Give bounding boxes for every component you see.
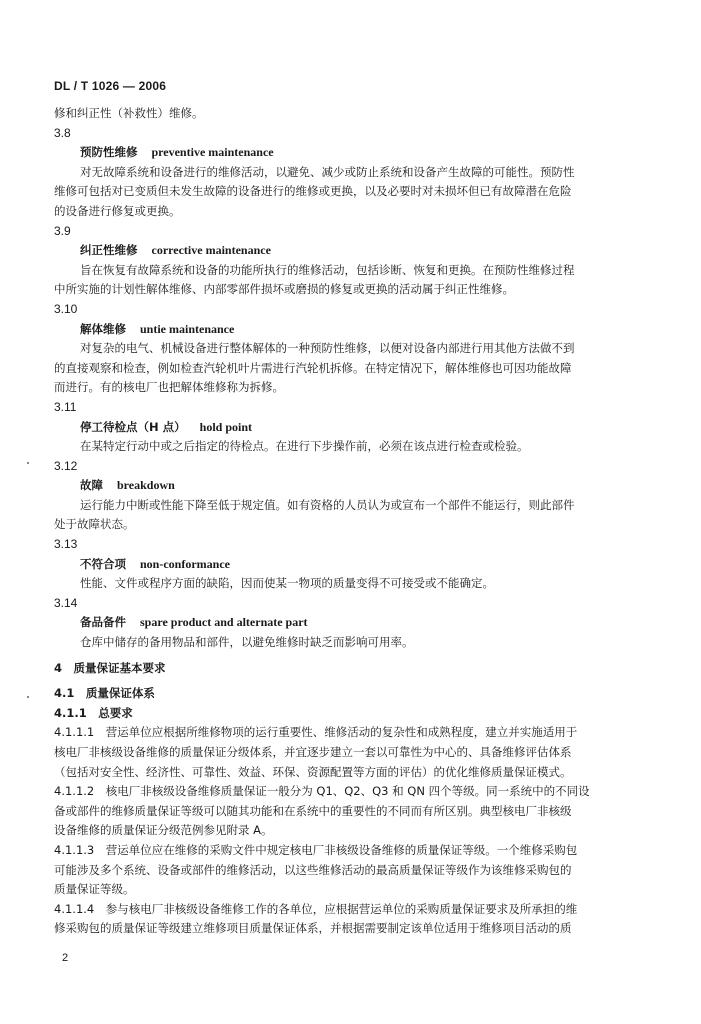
definition-line: 对无故障系统和设备进行的维修活动，以避免、减少或防止系统和设备产生故障的可能性。预防性 xyxy=(80,164,575,179)
standard-code-header: DL / T 1026 — 2006 xyxy=(54,79,167,93)
clause-number-3-9: 3.9 xyxy=(54,223,71,238)
definition-line: 中所实施的计划性解体维修、内部零部件损坏或磨损的修复或更换的活动属于纠正性维修。 xyxy=(54,282,514,297)
term-zh: 不符合项 xyxy=(80,556,126,571)
term-en: preventive maintenance xyxy=(151,145,274,160)
term-3-12 xyxy=(54,476,654,496)
term-3-8 xyxy=(54,143,654,163)
clause-4-1-1-4-line: 修采购包的质量保证等级建立维修项目质量保证体系，并根据需要制定该单位适用于维修项目活动的质 xyxy=(54,921,572,936)
continuation-line: 修和纠正性（补救性）维修。 xyxy=(54,106,204,120)
term-en: spare product and alternate part xyxy=(140,615,308,630)
term-zh: 故障 xyxy=(80,478,103,493)
term-zh: 备品备件 xyxy=(80,615,126,630)
page-body xyxy=(54,104,654,939)
clause-4-1-1-3-line: 4.1.1.3 营运单位应在维修的采购文件中规定核电厂非核级设备维修的质量保证等级。一个维修采购包 xyxy=(54,842,578,857)
clause-4-1-1-2-line: 备或部件的维修质量保证等级可以随其功能和在系统中的重要性的不同而有所区别。典型核电厂非核级 xyxy=(54,803,572,818)
term-en: corrective maintenance xyxy=(151,243,271,258)
definition-line: 仓库中储存的备用物品和部件，以避免维修时缺乏而影响可用率。 xyxy=(80,635,414,650)
scan-mark xyxy=(27,696,29,698)
clause-number-3-14: 3.14 xyxy=(54,595,78,610)
section-heading-4: 4 质量保证基本要求 xyxy=(54,660,166,675)
page-number: 2 xyxy=(62,952,69,964)
clause-number-3-10: 3.10 xyxy=(54,301,78,316)
term-zh: 纠正性维修 xyxy=(80,243,138,258)
definition-line: 的设备进行修复或更换。 xyxy=(54,203,181,218)
definition-line: 处于故障状态。 xyxy=(54,517,135,532)
clause-number-3-11: 3.11 xyxy=(54,399,77,414)
definition-line: 而进行。有的核电厂也把解体维修称为拆修。 xyxy=(54,380,284,395)
clause-4-1-1-2-line: 设备维修的质量保证分级范例参见附录 A。 xyxy=(54,823,273,838)
clause-number-3-12: 3.12 xyxy=(54,458,78,473)
term-3-14 xyxy=(54,613,654,633)
definition-line: 在某特定行动中或之后指定的待检点。在进行下步操作前，必须在该点进行检查或检验。 xyxy=(80,439,529,454)
term-3-11 xyxy=(54,418,654,438)
definition-line: 运行能力中断或性能下降至低于规定值。如有资格的人员认为或宣布一个部件不能运行，则此部件 xyxy=(80,497,575,512)
clause-4-1-1-3-line: 质量保证等级。 xyxy=(54,882,135,897)
term-en: hold point xyxy=(199,419,252,434)
clause-number-3-8: 3.8 xyxy=(54,125,71,140)
scan-mark xyxy=(27,462,29,464)
term-zh: 停工待检点（H 点） xyxy=(80,419,186,434)
term-en: untie maintenance xyxy=(140,321,235,336)
clause-4-1-1-1-line: 4.1.1.1 营运单位应根据所维修物项的运行重要性、维修活动的复杂性和成熟程度，建立并实施适用于 xyxy=(54,725,578,740)
clause-4-1-1-1-line: 核电厂非核级设备维修的质量保证分级体系，并宜逐步建立一套以可靠性为中心的、具备维修评估体系 xyxy=(54,745,572,759)
term-3-9 xyxy=(54,241,654,261)
clause-4-1-1-4-line: 4.1.1.4 参与核电厂非核级设备维修工作的各单位，应根据营运单位的采购质量保证要求及所承担的维 xyxy=(54,901,578,916)
subsection-heading-4-1-1: 4.1.1 总要求 xyxy=(54,705,133,720)
term-zh: 解体维修 xyxy=(80,321,126,336)
term-3-13 xyxy=(54,555,654,575)
clause-4-1-1-3-line: 可能涉及多个系统、设备或部件的维修活动，以这些维修活动的最高质量保证等级作为该维修采购包的 xyxy=(54,862,572,877)
definition-line: 对复杂的电气、机械设备进行整体解体的一种预防性维修，以便对设备内部进行用其他方法做不到 xyxy=(80,341,575,356)
definition-line: 旨在恢复有故障系统和设备的功能所执行的维修活动，包括诊断、恢复和更换。在预防性维修过程 xyxy=(80,262,575,277)
clause-number-3-13: 3.13 xyxy=(54,537,78,552)
subsection-heading-4-1: 4.1 质量保证体系 xyxy=(54,686,155,701)
definition-line: 性能、文件或程序方面的缺陷，因而使某一物项的质量变得不可接受或不能确定。 xyxy=(80,576,494,591)
term-en: non-conformance xyxy=(140,556,230,571)
term-zh: 预防性维修 xyxy=(80,145,138,160)
clause-4-1-1-1-line: （包括对安全性、经济性、可靠性、效益、环保、资源配置等方面的评估）的优化维修质量保证模式。 xyxy=(54,764,572,779)
term-3-10 xyxy=(54,320,654,340)
term-en: breakdown xyxy=(117,478,175,493)
definition-line: 维修可包括对已变质但未发生故障的设备进行的维修或更换，以及必要时对未损坏但已有故障潜在危险 xyxy=(54,184,572,199)
clause-4-1-1-2-line: 4.1.1.2 核电厂非核级设备维修质量保证一般分为 Q1、Q2、Q3 和 QN 四个等级。同一系统中的不同设 xyxy=(54,784,590,799)
definition-line: 的直接观察和检查，例如检查汽轮机叶片需进行汽轮机拆修。在特定情况下，解体维修也可因功能故障 xyxy=(54,360,572,375)
